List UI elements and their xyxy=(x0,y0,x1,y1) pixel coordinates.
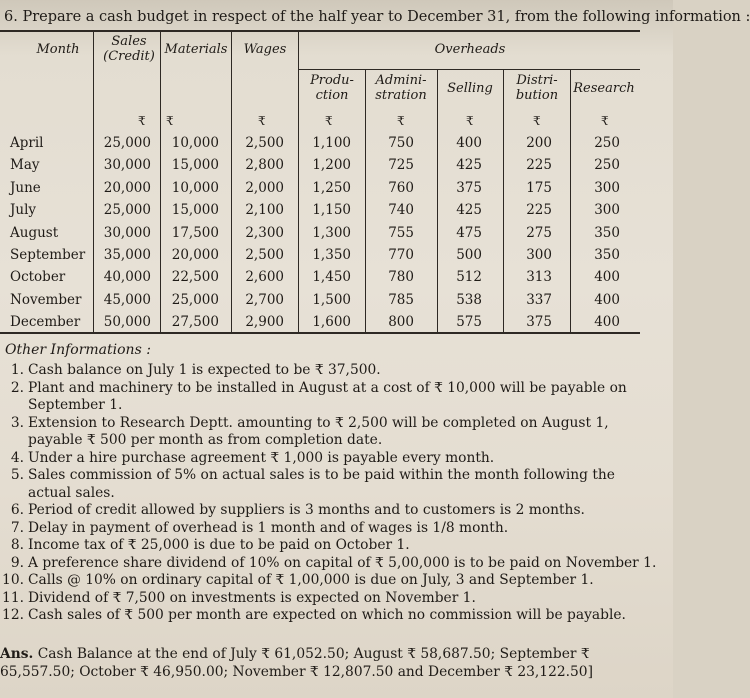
header-sales: Sales (Credit) xyxy=(103,34,155,64)
cell-month: August xyxy=(10,224,59,241)
note-number: 8. xyxy=(10,537,24,553)
note-item xyxy=(0,590,660,608)
cell-distribution: 200 xyxy=(526,135,552,151)
cell-research: 350 xyxy=(594,224,620,241)
cell-distribution: 225 xyxy=(526,202,552,219)
rupee-symbol: ₹ xyxy=(138,114,146,128)
cell-administration: 760 xyxy=(388,179,414,196)
note-number: 5. xyxy=(10,467,24,483)
cell-research: 350 xyxy=(594,247,620,263)
cell-sales: 25,000 xyxy=(103,202,151,219)
rupee-symbol: ₹ xyxy=(325,114,333,128)
answer-label: Ans. xyxy=(0,646,34,662)
rupee-symbol: ₹ xyxy=(397,114,405,128)
cell-wages: 2,900 xyxy=(245,314,284,331)
notes-list xyxy=(0,362,660,625)
cell-production: 1,350 xyxy=(312,247,351,263)
note-number: 3. xyxy=(10,414,24,431)
cell-distribution: 175 xyxy=(526,179,552,196)
note-item xyxy=(0,467,660,502)
cell-month: May xyxy=(10,157,40,174)
header-distribution: Distri- bution xyxy=(515,73,559,103)
note-number: 9. xyxy=(10,554,24,571)
note-text: Cash sales of ₹ 500 per month are expected on which no commission will be payable. xyxy=(28,607,626,623)
header-month: Month xyxy=(36,42,80,57)
note-text: Income tax of ₹ 25,000 is due to be paid on October 1. xyxy=(28,537,410,553)
note-text: Under a hire purchase agreement ₹ 1,000 is payable every month. xyxy=(28,449,495,466)
cell-month: June xyxy=(10,179,41,196)
cell-distribution: 313 xyxy=(526,269,552,286)
header-materials: Materials xyxy=(164,42,228,57)
note-item xyxy=(0,555,660,573)
cell-selling: 400 xyxy=(456,135,482,151)
question-heading: 6. Prepare a cash budget in respect of the half year to December 31, from the following information : xyxy=(4,9,750,25)
cell-month: October xyxy=(10,269,66,286)
col-rule xyxy=(160,30,161,333)
cell-wages: 2,000 xyxy=(245,179,284,196)
cell-research: 300 xyxy=(594,179,620,196)
cell-materials: 15,000 xyxy=(171,202,219,219)
cell-production: 1,600 xyxy=(312,314,351,331)
cell-production: 1,300 xyxy=(312,224,351,241)
col-rule xyxy=(570,69,571,333)
other-informations-heading: Other Informations : xyxy=(5,342,151,358)
cell-sales: 30,000 xyxy=(103,224,151,241)
cell-wages: 2,800 xyxy=(245,157,284,174)
note-item xyxy=(0,502,660,520)
note-number: 11. xyxy=(2,589,24,606)
cell-month: September xyxy=(10,247,86,263)
cell-wages: 2,100 xyxy=(245,202,284,219)
table-bottom-rule xyxy=(0,332,640,334)
cell-production: 1,450 xyxy=(312,269,351,286)
cell-sales: 35,000 xyxy=(103,247,151,263)
cell-wages: 2,500 xyxy=(245,135,284,151)
cell-administration: 770 xyxy=(388,247,414,263)
cell-distribution: 375 xyxy=(526,314,552,331)
note-text: Calls @ 10% on ordinary capital of ₹ 1,00,000 is due on July, 3 and September 1. xyxy=(28,572,594,588)
cell-wages: 2,300 xyxy=(245,224,284,241)
col-rule xyxy=(503,69,504,333)
cell-wages: 2,700 xyxy=(245,291,284,308)
cell-materials: 20,000 xyxy=(171,247,219,263)
cell-selling: 375 xyxy=(456,179,482,196)
cell-research: 250 xyxy=(594,135,620,151)
answer-text: Cash Balance at the end of July ₹ 61,052.50; August ₹ 58,687.50; September ₹ 65,557.50; October ₹ 46,950.00; November ₹ 12,807.50 and December ₹ 23,122.50] xyxy=(0,646,593,680)
rupee-symbol: ₹ xyxy=(533,114,541,128)
cell-selling: 512 xyxy=(456,269,482,286)
note-text: Extension to Research Deptt. amounting to ₹ 2,500 will be completed on August 1, payable ₹ 500 per month as from completion date. xyxy=(28,414,609,448)
cell-materials: 25,000 xyxy=(171,291,219,308)
note-text: Plant and machinery to be installed in August at a cost of ₹ 10,000 will be payable on September 1. xyxy=(28,379,627,413)
note-item xyxy=(0,607,660,625)
note-text: Cash balance on July 1 is expected to be ₹ 37,500. xyxy=(28,362,381,378)
cell-sales: 50,000 xyxy=(103,314,151,331)
cell-wages: 2,600 xyxy=(245,269,284,286)
note-number: 7. xyxy=(10,519,24,536)
cell-month: December xyxy=(10,314,81,331)
cell-materials: 15,000 xyxy=(171,157,219,174)
cell-sales: 40,000 xyxy=(103,269,151,286)
cell-selling: 538 xyxy=(456,291,482,308)
col-rule xyxy=(365,69,366,333)
cell-month: November xyxy=(10,291,82,308)
cell-administration: 750 xyxy=(388,135,414,151)
note-number: 6. xyxy=(10,502,24,518)
cell-distribution: 225 xyxy=(526,157,552,174)
cell-materials: 10,000 xyxy=(171,179,219,196)
cell-materials: 17,500 xyxy=(171,224,219,241)
note-text: Dividend of ₹ 7,500 on investments is expected on November 1. xyxy=(28,589,476,606)
cell-sales: 20,000 xyxy=(103,179,151,196)
header-overheads: Overheads xyxy=(434,42,506,57)
header-research: Research xyxy=(573,81,635,96)
rupee-symbol: ₹ xyxy=(166,114,174,128)
cell-production: 1,500 xyxy=(312,291,351,308)
cell-production: 1,200 xyxy=(312,157,351,174)
cell-materials: 27,500 xyxy=(171,314,219,331)
cell-administration: 755 xyxy=(388,224,414,241)
cell-research: 400 xyxy=(594,269,620,286)
table-top-rule xyxy=(0,30,640,32)
cell-selling: 575 xyxy=(456,314,482,331)
cell-sales: 45,000 xyxy=(103,291,151,308)
note-item xyxy=(0,572,660,590)
cell-production: 1,250 xyxy=(312,179,351,196)
cell-distribution: 300 xyxy=(526,247,552,263)
cell-administration: 785 xyxy=(388,291,414,308)
cell-wages: 2,500 xyxy=(245,247,284,263)
note-text: Sales commission of 5% on actual sales is to be paid within the month following the actual sales. xyxy=(28,467,615,501)
note-item xyxy=(0,380,660,415)
note-item xyxy=(0,415,660,450)
header-wages: Wages xyxy=(243,42,287,57)
note-number: 2. xyxy=(10,379,24,396)
cell-selling: 475 xyxy=(456,224,482,241)
cell-distribution: 337 xyxy=(526,291,552,308)
rupee-symbol: ₹ xyxy=(601,114,609,128)
note-text: Period of credit allowed by suppliers is 3 months and to customers is 2 months. xyxy=(28,502,585,518)
cell-month: July xyxy=(10,202,37,219)
note-text: Delay in payment of overhead is 1 month and of wages is 1/8 month. xyxy=(28,519,509,536)
cell-materials: 10,000 xyxy=(171,135,219,151)
cell-research: 300 xyxy=(594,202,620,219)
note-text: A preference share dividend of 10% on capital of ₹ 5,00,000 is to be paid on November 1. xyxy=(28,554,657,571)
cell-selling: 425 xyxy=(456,157,482,174)
col-rule xyxy=(437,69,438,333)
header-production: Produ- ction xyxy=(310,73,354,103)
cell-administration: 800 xyxy=(388,314,414,331)
cell-administration: 780 xyxy=(388,269,414,286)
rupee-symbol: ₹ xyxy=(258,114,266,128)
cell-research: 400 xyxy=(594,314,620,331)
cell-distribution: 275 xyxy=(526,224,552,241)
cell-production: 1,100 xyxy=(312,135,351,151)
cell-sales: 30,000 xyxy=(103,157,151,174)
cell-research: 250 xyxy=(594,157,620,174)
note-number: 12. xyxy=(2,607,24,623)
header-selling: Selling xyxy=(447,81,493,96)
cell-administration: 725 xyxy=(388,157,414,174)
cell-month: April xyxy=(10,135,44,151)
answer xyxy=(0,646,668,681)
col-rule xyxy=(231,30,232,333)
note-item xyxy=(0,362,660,380)
note-item xyxy=(0,520,660,538)
note-number: 4. xyxy=(10,449,24,466)
note-number: 1. xyxy=(10,362,24,378)
note-number: 10. xyxy=(2,572,24,588)
cell-materials: 22,500 xyxy=(171,269,219,286)
cell-production: 1,150 xyxy=(312,202,351,219)
cell-selling: 500 xyxy=(456,247,482,263)
cash-budget-table xyxy=(0,30,640,335)
rupee-symbol: ₹ xyxy=(466,114,474,128)
cell-research: 400 xyxy=(594,291,620,308)
note-item xyxy=(0,537,660,555)
header-administration: Admini- stration xyxy=(375,73,427,103)
cell-sales: 25,000 xyxy=(103,135,151,151)
cell-selling: 425 xyxy=(456,202,482,219)
note-item xyxy=(0,450,660,468)
overheads-rule xyxy=(298,69,640,70)
col-rule xyxy=(298,30,299,333)
cell-administration: 740 xyxy=(388,202,414,219)
